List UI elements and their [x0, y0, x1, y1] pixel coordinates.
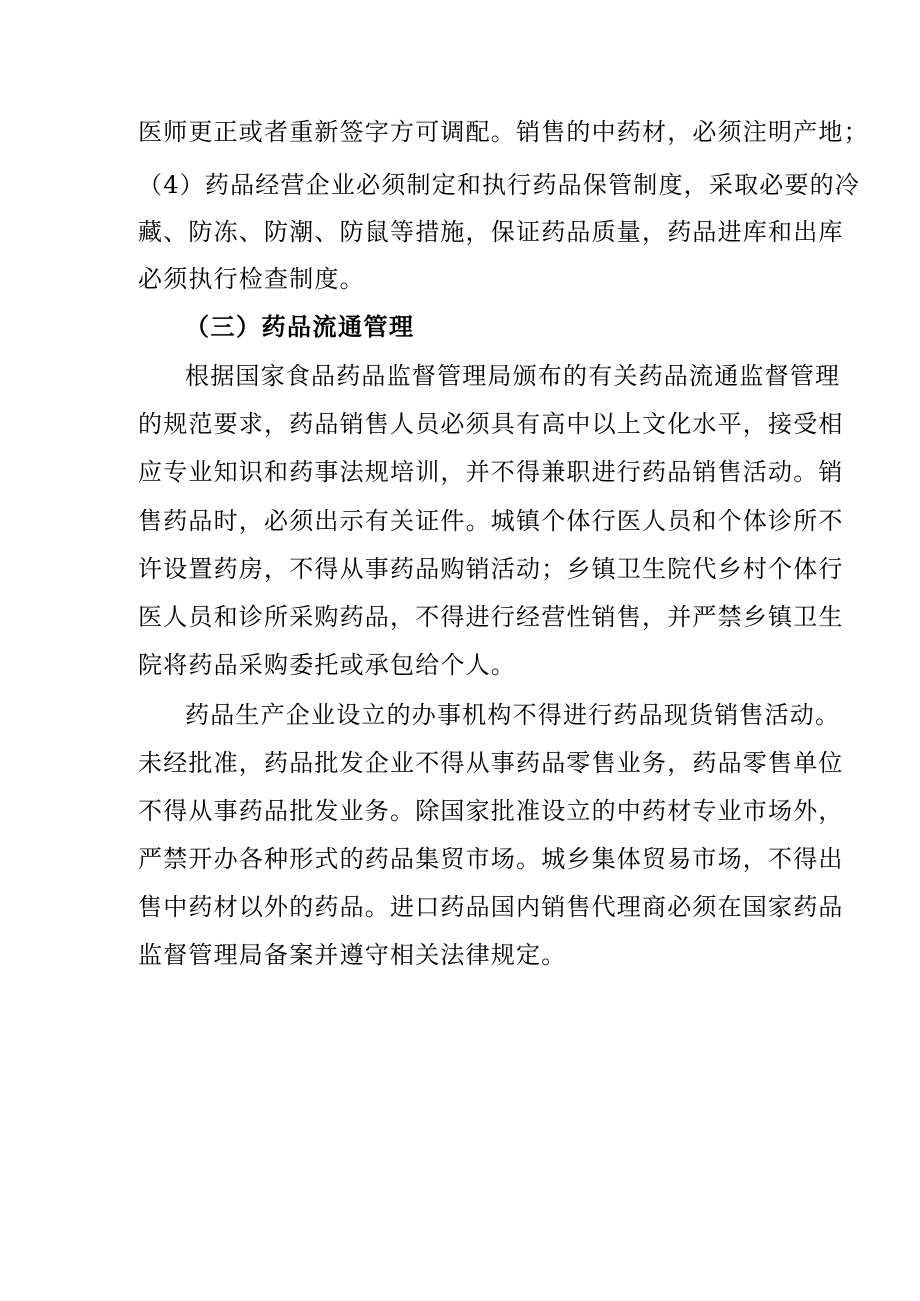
- text-line: 医人员和诊所采购药品，不得进行经营性销售，并严禁乡镇卫生: [138, 603, 844, 631]
- text-line: 必须执行检查制度。: [138, 265, 365, 293]
- text-line: 院将药品采购委托或承包给个人。: [138, 651, 516, 679]
- text-line: 售药品时，必须出示有关证件。城镇个体行医人员和个体诊所不: [138, 507, 844, 535]
- text-line: 不得从事药品批发业务。除国家批准设立的中药材专业市场外，: [138, 797, 844, 825]
- text-line: 药品生产企业设立的办事机构不得进行药品现货销售活动。: [185, 701, 841, 729]
- text-line: 许设置药房，不得从事药品购销活动；乡镇卫生院代乡村个体行: [138, 555, 844, 583]
- text-line: 未经批准，药品批发企业不得从事药品零售业务，药品零售单位: [138, 749, 844, 777]
- text-line: 应专业知识和药事法规培训，并不得兼职进行药品销售活动。销: [138, 458, 844, 486]
- text-line: 售中药材以外的药品。进口药品国内销售代理商必须在国家药品: [138, 893, 844, 921]
- text-line: 的规范要求，药品销售人员必须具有高中以上文化水平，接受相: [138, 410, 844, 438]
- text-line: 医师更正或者重新签字方可调配。销售的中药材，必须注明产地；: [138, 118, 869, 146]
- section-heading: （三）药品流通管理: [185, 312, 415, 341]
- text-line: 严禁开办各种形式的药品集贸市场。城乡集体贸易市场，不得出: [138, 845, 844, 873]
- text-line: 监督管理局备案并遵守相关法律规定。: [138, 941, 567, 969]
- text-line: 根据国家食品药品监督管理局颁布的有关药品流通监督管理: [185, 362, 841, 390]
- text-line: 藏、防冻、防潮、防鼠等措施，保证药品质量，药品进库和出库: [138, 218, 844, 246]
- text-line: （4）药品经营企业必须制定和执行药品保管制度，采取必要的冷: [138, 171, 861, 199]
